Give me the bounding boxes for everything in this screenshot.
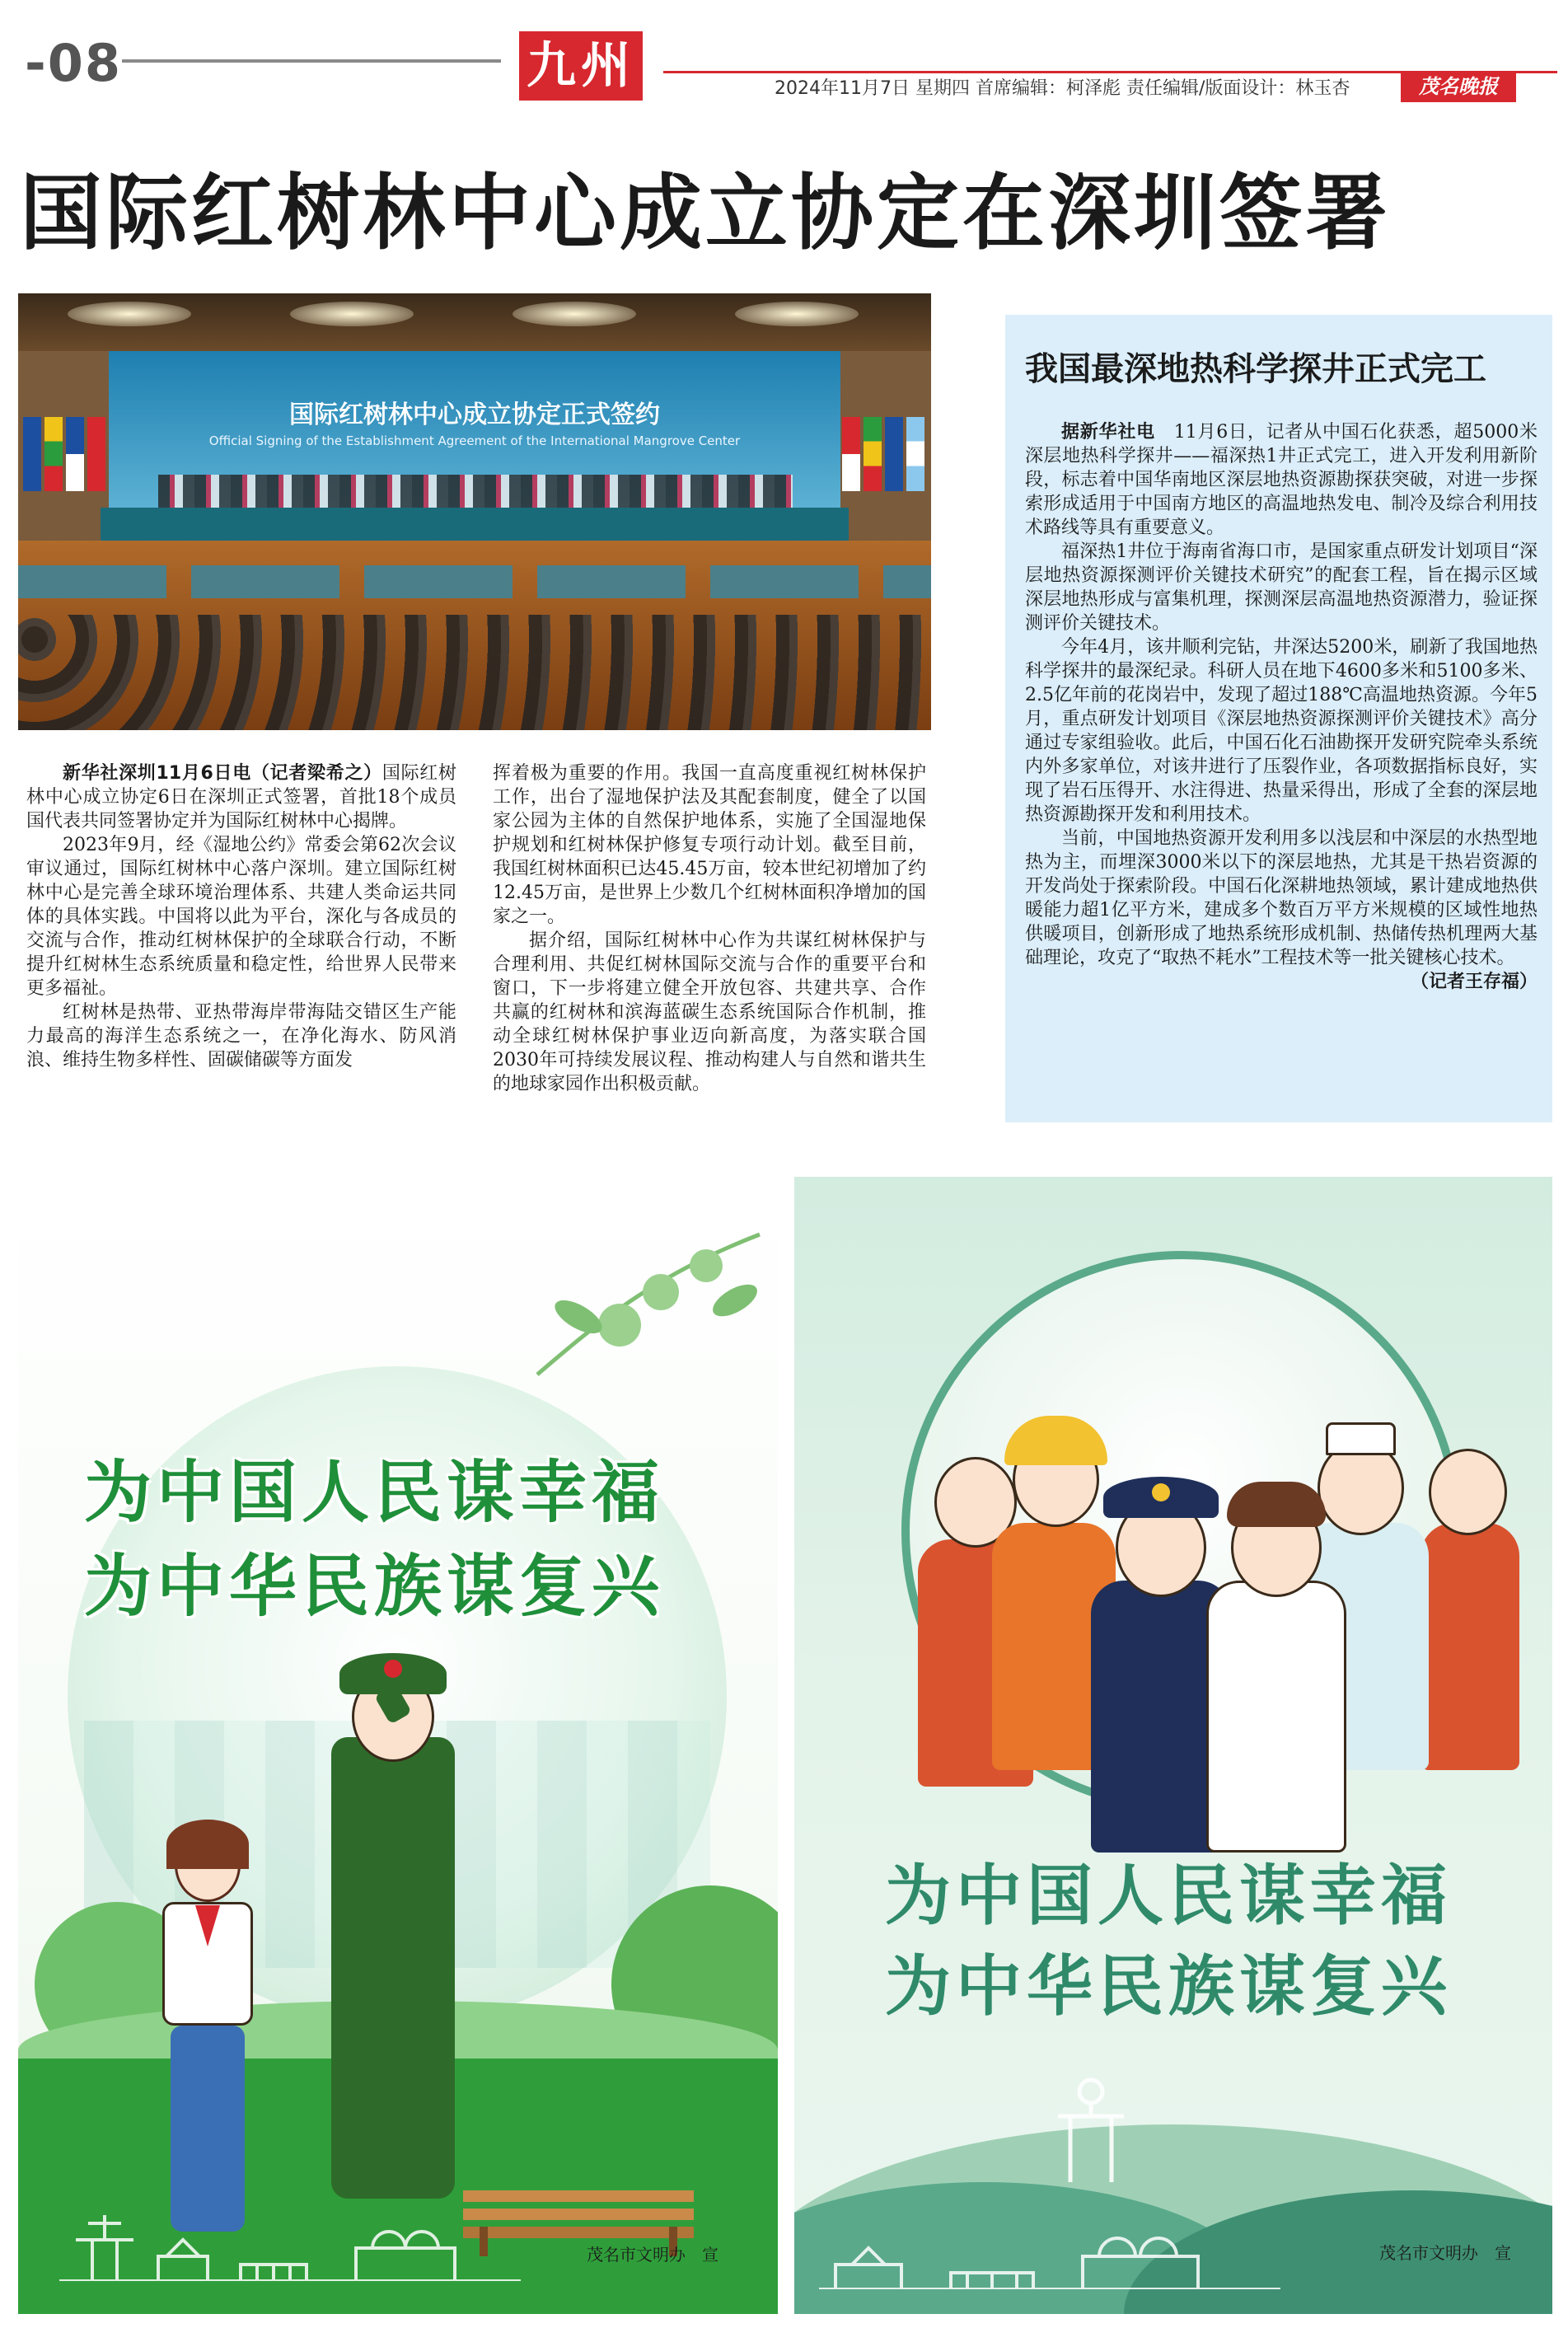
sidebar-paragraph: 今年4月，该井顺利完钻，井深达5200米，刷新了我国地热科学探井的最深纪录。科研人员在地下4600多米和5100多米、2.5亿年前的花岗岩中，发现了超过188℃高温地热资源。今年5月，重点研发计划项目《深层地热资源探测评价关键技术》高分通过专家组验收。此后，中国石化石油勘探开发研究院牵头系统内外多家单位，对该井进行了压裂作业，各项数据指标良好，实现了岩石压得开、水注得进、热量采得出，形成了全套的深层地热资源勘探开发和利用技术。 (1025, 637, 1538, 825)
poster-slogan-line1: 为中国人民谋幸福 (885, 1857, 1452, 1934)
ceiling-light (68, 302, 191, 326)
firefighter-head (1429, 1449, 1507, 1535)
article-paragraph: 据介绍，国际红树林中心作为共谋红树林保护与合理利用、共促红树林国际交流与合作的重要平台和窗口，下一步将建立健全开放包容、共建共享、合作共赢的红树林和滨海蓝碳生态系统国际合作机制，推动全球红树林保护事业迈向新高度，为落实联合国2030年可持续发展议程、推动构建人与自然和谐共生的地球家园作出积极贡献。 (493, 930, 926, 1094)
issue-meta: 2024年11月7日 星期四 首席编辑：柯泽彪 责任编辑/版面设计：林玉杏 (775, 78, 1350, 99)
girl-trousers (171, 2026, 245, 2232)
article-paragraph: 红树林是热带、亚热带海岸带海陆交错区生产能力最高的海洋生态系统之一，在净化海水、防风消浪、维持生物多样性、固碳储碳等方面发 (26, 1002, 456, 1070)
firefighter-uniform (1421, 1523, 1519, 1770)
poster-slogan-line1: 为中国人民谋幸福 (84, 1454, 665, 1532)
cap-badge-icon (384, 1660, 402, 1678)
ceiling-light (513, 302, 636, 326)
public-service-poster-left (18, 1177, 778, 2314)
flag (44, 417, 63, 491)
article-paragraph (26, 761, 456, 833)
sidebar-byline: （记者王存福） (1410, 972, 1538, 992)
sidebar-paragraph (1025, 420, 1538, 540)
soldier-body (331, 1737, 455, 2199)
flags-left (23, 417, 105, 508)
city-landmark-skyline-icon (59, 2207, 521, 2281)
sidebar-body (1025, 420, 1538, 994)
leaf-branch-icon (529, 1226, 776, 1391)
flag (23, 417, 41, 491)
main-headline: 国际红树林中心成立协定在深圳签署 (20, 165, 1391, 261)
landmark-tower-icon (1041, 2075, 1140, 2182)
poster-slogan-line2: 为中华民族谋复兴 (84, 1548, 665, 1626)
city-landmark-skyline-icon (819, 2223, 1280, 2289)
poster-slogan-line2: 为中华民族谋复兴 (885, 1948, 1452, 2025)
paragraph-text: 国际红树林中心成立协定6日在深圳正式签署，首批18个成员国代表共同签署协定并为国际红树林中心揭牌。 (26, 763, 456, 831)
delegate-tables (18, 565, 931, 598)
signing-ceremony-photo (18, 293, 931, 730)
sidebar-paragraph: 当前，中国地热资源开发利用多以浅层和中深层的水热型地热为主，而埋深3000米以下的深层地热，尤其是干热岩资源的开发尚处于探索阶段。中国石化深耕地热领域，累计建成地热供暖能力超1亿平方米，建成多个数百万平方米规模的区域性地热供暖项目，创新形成了地热系统形成机制、热储传热机理两大基础理论，攻克了“取热不耗水”工程技术等一批关键核心技术。 (1025, 828, 1538, 968)
flag (842, 417, 860, 491)
article-paragraph: 挥着极为重要的作用。我国一直高度重视红树林保护工作，出台了湿地保护法及其配套制度，健全了以国家公园为主体的自然保护地体系，实施了全国湿地保护规划和红树林保护修复专项行动计划。截至目前，我国红树林面积已达45.45万亩，较本世纪初增加了约12.45万亩，是世界上少数几个红树林面积净增加的国家之一。 (493, 763, 926, 927)
girl-hair (166, 1820, 249, 1869)
nurse-cap-icon (1326, 1422, 1396, 1455)
newspaper-logo: 茂名晚报 (1401, 71, 1516, 102)
sidebar-article (1005, 315, 1552, 1122)
poster-sponsor: 茂名市文明办 宣 (1379, 2243, 1511, 2263)
ceiling-light (290, 302, 414, 326)
public-service-poster-right (794, 1177, 1552, 2314)
sidebar-headline: 我国最深地热科学探井正式完工 (1025, 350, 1486, 388)
page-number: -08 (25, 33, 123, 93)
sidebar-paragraph: 福深热1井位于海南省海口市，是国家重点研发计划项目“深层地热资源探测评价关键技术研究”的配套工程，旨在揭示区域深层地热形成与富集机理，探测深层高温地热资源潜力，验证探测评价关键技术。 (1025, 541, 1538, 634)
section-tag: 九州 (519, 31, 643, 101)
audience (18, 615, 931, 730)
paragraph-text: 11月6日，记者从中国石化获悉，超5000米深层地热科学探井——福深热1井正式完工，进入开发利用新阶段，标志着中国华南地区深层地热资源勘探获突破，对进一步探索形成适用于中国南方地区的高温地热发电、制冷及综合利用技术路线等具有重要意义。 (1025, 422, 1538, 538)
screen-title-en: Official Signing of the Establishment Agreement of the International Mangrove Center (208, 433, 741, 448)
flag (87, 417, 105, 491)
dateline: 新华社深圳11月6日电（记者梁希之） (63, 763, 382, 784)
doctor-coat (1206, 1581, 1346, 1853)
flag (864, 417, 882, 491)
poster-sponsor: 茂名市文明办 宣 (587, 2245, 718, 2265)
sidebar-dateline: 据新华社电 (1061, 422, 1155, 443)
flags-right (842, 417, 924, 508)
page-number-rule (122, 59, 501, 63)
article-paragraph: 2023年9月，经《湿地公约》常委会第62次会议审议通过，国际红树林中心落户深圳。建立国际红树林中心是完善全球环境治理体系、共建人类命运共同体的具体实践。中国将以此为平台，深化与各成员的交流与合作，推动红树林保护的全球联合行动，不断提升红树林生态系统质量和稳定性，给世界人民带来更多福祉。 (26, 835, 456, 999)
flag (66, 417, 84, 491)
article-column-1 (26, 761, 456, 1072)
police-badge-icon (1152, 1483, 1170, 1501)
screen-title-cn: 国际红树林中心成立协定正式签约 (289, 400, 660, 429)
stage (101, 508, 849, 541)
article-column-2 (493, 761, 926, 1096)
flag (906, 417, 924, 491)
doctor-hair (1227, 1482, 1326, 1527)
flag (885, 417, 903, 491)
ceiling-light (735, 302, 859, 326)
